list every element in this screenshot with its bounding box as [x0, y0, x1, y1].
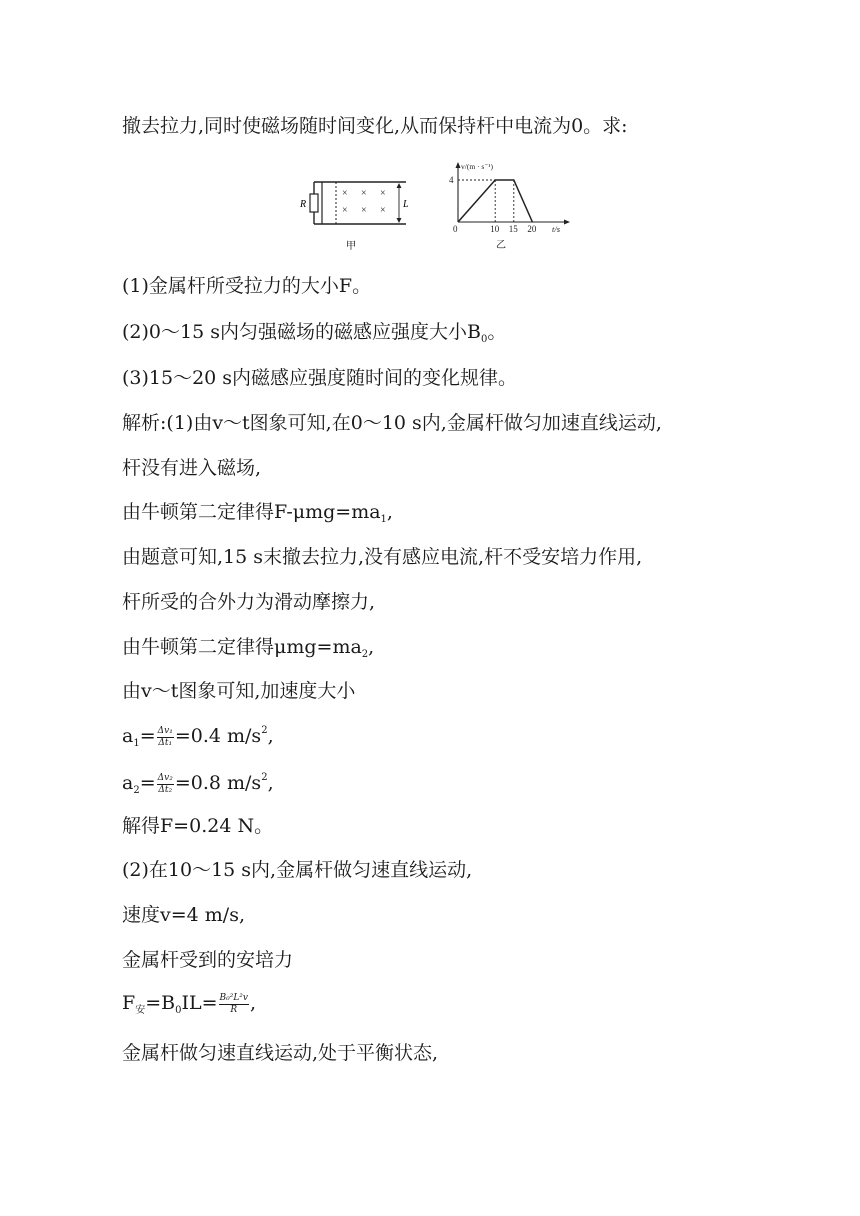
y-axis-label: v/(m · s⁻¹)	[461, 162, 494, 171]
magnetic-field-crosses	[342, 188, 386, 216]
figure-a-circuit	[294, 172, 424, 252]
resistor-label: R	[300, 199, 307, 210]
solution-line-2: 杆没有进入磁场,	[122, 457, 262, 479]
fraction-ampere: $\frac{\text{B₀²L²v}}{R}$	[219, 992, 248, 1015]
x-axis-arrow	[564, 220, 570, 225]
origin-label: 0	[453, 224, 458, 234]
svg-text:×: ×	[342, 205, 348, 216]
solution-line-5: 杆所受的合外力为滑动摩擦力,	[122, 591, 376, 613]
svg-text:×: ×	[361, 188, 367, 199]
fraction-a1: $\frac{\text{Δv₁}}{\text{Δt₁}}$	[157, 725, 173, 748]
y-axis-arrow	[456, 162, 461, 168]
equation-a2: $a_2=$ $\frac{\text{Δv₂}}{\text{Δt₂}}$ =0.8 $m/s^2$,	[122, 772, 274, 796]
solution-line-7: 由v～t图象可知,加速度大小	[122, 680, 356, 702]
svg-text:×: ×	[380, 188, 386, 199]
resistor	[310, 194, 318, 212]
intro-line: 撤去拉力,同时使磁场随时间变化,从而保持杆中电流为0。求:	[122, 115, 628, 137]
question-2: (2)0～15 s内匀强磁场的磁感应强度大小$B_0$。	[122, 321, 507, 345]
fraction-a2: $\frac{\text{Δv₂}}{\text{Δt₂}}$	[157, 772, 173, 795]
width-label: L	[403, 199, 409, 210]
solution-line-11: 金属杆受到的安培力	[122, 949, 294, 971]
x-tick-15: 15	[508, 224, 518, 234]
svg-text:×: ×	[361, 205, 367, 216]
figure-a-caption: 甲	[346, 241, 356, 252]
solution-line-1: 解析:(1)由v～t图象可知,在0～10 s内,金属杆做匀加速直线运动,	[122, 412, 662, 434]
equation-ampere-force: $F_安=B_0IL=$ $\frac{\text{B₀²L²v}}{R}$ ,	[122, 992, 257, 1016]
solution-line-6: 由牛顿第二定律得$\mu mg=ma_2$,	[122, 636, 375, 660]
figure-b-vt-chart	[446, 160, 572, 256]
solution-line-8: 解得F=0.24 N。	[122, 815, 274, 837]
question-3: (3)15～20 s内磁感应强度随时间的变化规律。	[122, 367, 518, 389]
svg-text:×: ×	[380, 205, 386, 216]
equation-a1: $a_1=$ $\frac{\text{Δv₁}}{\text{Δt₁}}$ =0.4 $m/s^2$,	[122, 725, 274, 749]
solution-line-10: 速度v=4 m/s,	[122, 904, 245, 926]
solution-line-9: (2)在10～15 s内,金属杆做匀速直线运动,	[122, 859, 473, 881]
solution-line-12: 金属杆做匀速直线运动,处于平衡状态,	[122, 1042, 439, 1064]
x-axis-label: t/s	[552, 224, 561, 234]
question-1: (1)金属杆所受拉力的大小F。	[122, 275, 372, 297]
x-tick-10: 10	[490, 224, 500, 234]
solution-line-4: 由题意可知,15 s末撤去拉力,没有感应电流,杆不受安培力作用,	[122, 546, 643, 568]
figure-b-caption: 乙	[496, 240, 506, 251]
svg-text:×: ×	[342, 188, 348, 199]
x-tick-20: 20	[527, 224, 537, 234]
y-tick-4: 4	[449, 175, 454, 185]
solution-line-3: 由牛顿第二定律得$F-\mu mg=ma_1$,	[122, 501, 393, 525]
